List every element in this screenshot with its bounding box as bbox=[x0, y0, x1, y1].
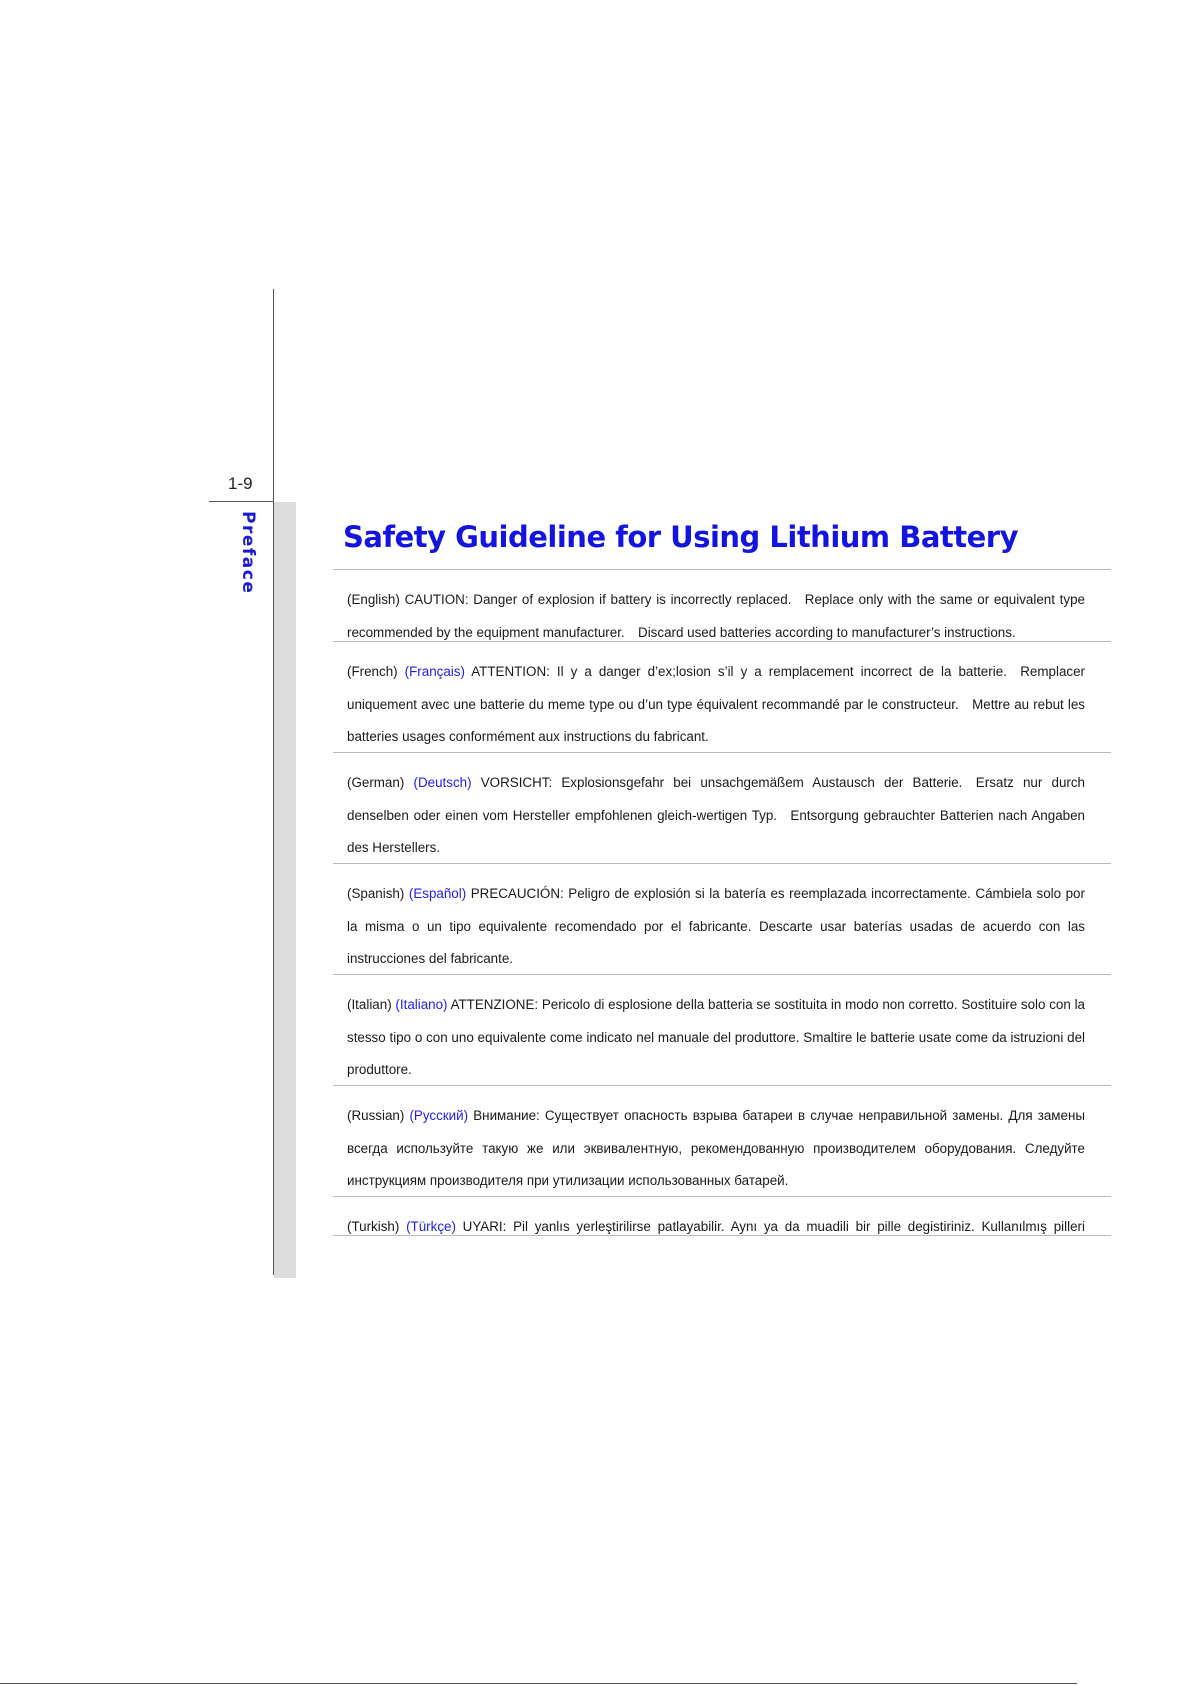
warning-text bbox=[347, 1211, 1085, 1236]
warning-text bbox=[347, 989, 1085, 1087]
warning-text bbox=[347, 767, 1085, 865]
native-language-label: (Français) bbox=[404, 664, 465, 679]
page-title: Safety Guideline for Using Lithium Battery bbox=[343, 520, 1018, 554]
language-label: (English) bbox=[347, 592, 400, 607]
native-language-label: (Español) bbox=[408, 886, 467, 901]
warning-entry-russian bbox=[333, 1085, 1111, 1196]
language-label: (Italian) bbox=[347, 997, 392, 1012]
warning-body: VORSICHT: Explosionsgefahr bei unsachgemäßem Austausch der Batterie. Ersatz nur durch denselben oder einen vom Hersteller empfohlenen gleich-wertigen Typ. Entsorgung gebrauchter Batterien nach Angaben des Herstellers. bbox=[347, 775, 1085, 856]
warning-body: CAUTION: Danger of explosion if battery is incorrectly replaced. Replace only with the same or equivalent type recommended by the equipment manufacturer. Discard used batteries according to manufacturer’s instructions. bbox=[347, 592, 1085, 640]
language-label: (Spanish) bbox=[347, 886, 405, 901]
section-label: Preface bbox=[238, 511, 258, 595]
warning-text bbox=[347, 878, 1085, 976]
warning-text bbox=[347, 1100, 1085, 1198]
warning-body: PRECAUCIÓN: Peligro de explosión si la batería es reemplazada incorrectamente. Cámbiela solo por la misma o un tipo equivalente recomendado por el fabricante. Descarte usar baterías usadas de acuerdo con las instrucciones del fabricante. bbox=[347, 886, 1085, 967]
language-label: (Russian) bbox=[347, 1108, 405, 1123]
warning-list bbox=[333, 569, 1111, 1236]
native-language-label: (Italiano) bbox=[395, 997, 448, 1012]
warning-entry-german bbox=[333, 752, 1111, 863]
warning-entry-italian bbox=[333, 974, 1111, 1085]
page-number: 1-9 bbox=[228, 474, 253, 493]
language-label: (Turkish) bbox=[347, 1219, 400, 1234]
page-number-underline bbox=[209, 501, 274, 502]
warning-body: UYARI: Pil yanlıs yerleştirilirse patlayabilir. Aynı ya da muadili bir pille degistiriniz. Kullanılmış pilleri bbox=[462, 1219, 1085, 1234]
native-language-label: (Русский) bbox=[409, 1108, 469, 1123]
native-language-label: (Türkçe) bbox=[406, 1219, 456, 1234]
warning-body: Внимание: Существует опасность взрыва батареи в случае неправильной замены. Для замены всегда используйте такую же или эквивалентную, рекомендованную производителем оборудования. Следуйте инструкциям производителя при утилизации использованных батарей. bbox=[347, 1108, 1085, 1189]
warning-entry-french bbox=[333, 641, 1111, 752]
language-label: (French) bbox=[347, 664, 398, 679]
warning-text bbox=[347, 656, 1085, 754]
warning-entry-english bbox=[333, 569, 1111, 641]
footer-rule bbox=[0, 1683, 1077, 1684]
warning-entry-spanish bbox=[333, 863, 1111, 974]
native-language-label: (Deutsch) bbox=[413, 775, 472, 790]
warning-entry-turkish bbox=[333, 1196, 1111, 1236]
warning-text bbox=[347, 584, 1085, 649]
side-gray-bar bbox=[274, 502, 296, 1278]
warning-body: ATTENZIONE: Pericolo di esplosione della batteria se sostituita in modo non corretto. Sostituire solo con la stesso tipo o con uno equivalente come indicato nel manuale del produttore. Smaltire le batterie usate come da istruzioni del produttore. bbox=[347, 997, 1085, 1078]
language-label: (German) bbox=[347, 775, 405, 790]
warning-body: ATTENTION: Il y a danger d’ex;losion s’il y a remplacement incorrect de la batterie. Remplacer uniquement avec une batterie du meme type ou d’un type équivalent recommandé par le constructeur. Mettre au rebut les batteries usages conformément aux instructions du fabricant. bbox=[347, 664, 1085, 745]
